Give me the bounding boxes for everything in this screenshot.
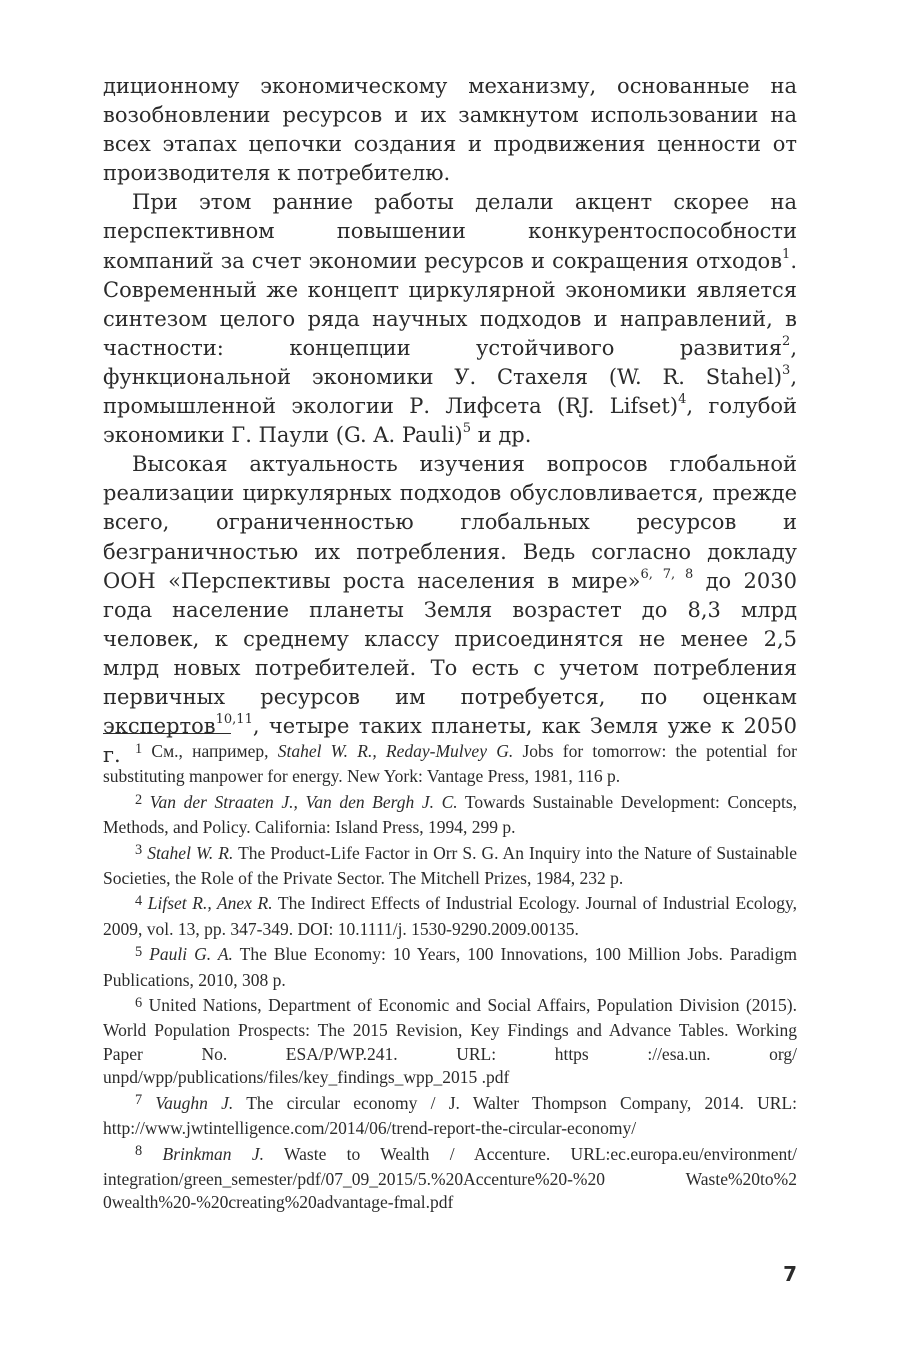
footnote-ref: 5 xyxy=(462,421,471,437)
footnote: $^6$ United Nations, Department of Economic and Social Affairs, Population Division (2015). World Population Prospects: The 2015 Revision, Key Findings and Advance Tables. Working Paper No. ESA/P/WP.241. URL: https ://esa.un. org/ unpd/wpp/publications/files/key_findings_wpp_2015 .pdf xyxy=(103,994,798,1088)
footnote: $^2$ Van der Straaten J., Van den Bergh J. C. Towards Sustainable Development: Concepts, Methods, and Policy. California: Island Press, 1994, 299 p. xyxy=(103,791,798,838)
paragraph-3: Высокая актуальность изучения вопросов глобальной реализации циркулярных подходов обусловливается, прежде всего, ограниченностью глобальных ресурсов и безграничностью их потребления. Ведь согласно докладу ООН «Перспективы роста населения в мире»$^{6, 7, 8}$ до 2030 года население планеты Земля возрастет до 8,3 млрд человек, к среднему классу присоединятся не менее 2,5 млрд новых потребителей. То есть с учетом потребления первичных ресурсов им потребуется, по оценкам экспертов$^{10,11}$, четыре таких планеты, как Земля уже к 2050 г. xyxy=(103,452,797,768)
footnote-ref: 6, 7, 8 xyxy=(640,566,694,582)
paragraph-1: диционному экономическому механизму, основанные на возобновлении ресурсов и их замкнутом использовании на всех этапах цепочки создания и продвижения ценности от производителя к потребителю. xyxy=(103,74,797,186)
page-number: 7 xyxy=(783,1262,797,1286)
footnote-ref: 2 xyxy=(782,333,791,349)
footnote: $^7$ Vaughn J. The circular economy / J. Walter Thompson Company, 2014. URL: http://www.jwtintelligence.com/2014/06/trend-report-the-circular-economy/ xyxy=(103,1092,797,1139)
paragraph-2: При этом ранние работы делали акцент скорее на перспективном повышении конкурентоспособности компаний за счет экономии ресурсов и сокращения отходов$^1$. Современный же концепт циркулярной экономики является синтезом целого ряда научных подходов и направлений, в частности: концепции устойчивого развития$^2$, функциональной экономики У. Стахеля (W. R. Stahel)$^3$, промышленной экологии Р. Лифсета (RJ. Lifset)$^4$, голубой экономики Г. Паули (G. A. Pauli)$^5$ и др. xyxy=(103,190,797,448)
footnotes xyxy=(103,740,797,1217)
footnote: $^1$ См., например, Stahel W. R., Reday-Mulvey G. Jobs for tomorrow: the potential for substituting manpower for energy. New York: Vantage Press, 1981, 116 p. xyxy=(103,740,797,787)
footnote-ref: 10,11 xyxy=(215,712,253,728)
footnote: $^8$ Brinkman J. Waste to Wealth / Accenture. URL:ec.europa.eu/environment/ integration/green_semester/pdf/07_09_2015/5.%20Accenture%20-%20 Waste%20to%2 0wealth%20-%20creating%20advantage-fmal.pdf xyxy=(103,1143,798,1213)
footnote: $^4$ Lifset R., Anex R. The Indirect Effects of Industrial Ecology. Journal of Industrial Ecology, 2009, vol. 13, pp. 347-349. DOI: 10.1111/j. 1530-9290.2009.00135. xyxy=(103,893,798,939)
footnote-ref: 1 xyxy=(782,246,791,262)
footnote-ref: 3 xyxy=(782,363,791,378)
footnote-ref: 4 xyxy=(678,392,687,408)
footnote-divider xyxy=(103,733,231,734)
footnote: $^3$ Stahel W. R. The Product-Life Factor in Orr S. G. An Inquiry into the Nature of Sustainable Societies, the Role of the Private Sector. The Mitchell Prizes, 1984, 232 p. xyxy=(103,842,798,889)
main-text xyxy=(103,72,797,770)
footnote: $^5$ Pauli G. A. The Blue Economy: 10 Years, 100 Innovations, 100 Million Jobs. Paradigm Publications, 2010, 308 p. xyxy=(103,943,797,990)
